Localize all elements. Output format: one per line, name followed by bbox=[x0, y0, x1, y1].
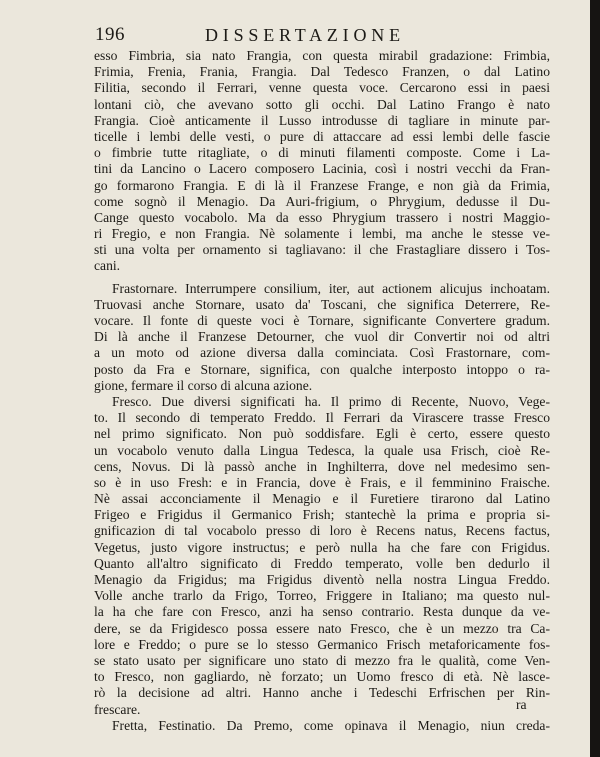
text-line: Frigeo e Frigidus il Germanico Frish; stantechè la prima e propria si- bbox=[94, 507, 550, 523]
text-line: gnificazion di tal vocabolo presso di loro è Recens natus, Recens factus, bbox=[94, 523, 550, 539]
text-line: Cange questo vocabolo. Ma da esso Phrygium trassero i nostri Maggio- bbox=[94, 209, 550, 225]
text-line: ri Fregio, e non Frangia. Nè solamente i lembi, ma anche le stesse ve- bbox=[94, 226, 550, 242]
text-line: cani. bbox=[94, 258, 121, 274]
text-line: Vegetus, justo vigore instructus; e però nulla ha che fare con Frigidus. bbox=[94, 539, 550, 555]
body-text bbox=[94, 48, 550, 734]
text-line: ticelle i lembi delle vesti, o pure di attaccare ad essi lembi delle fascie bbox=[94, 128, 550, 144]
text-line: un vocabolo venuto dalla Lingua Tedesca, la quale usa Frisch, cioè Re- bbox=[94, 442, 550, 458]
text-line: vocare. Il fonte di queste voci è Tornare, significante Convertere gradum. bbox=[94, 313, 550, 328]
page-number: 196 bbox=[95, 24, 125, 45]
text-line: so è in uso Fresh: e in Francia, dove è Frais, e il femminino Fraische. bbox=[94, 474, 550, 490]
text-line: esso Fimbria, sia nato Frangia, con questa mirabil gradazione: Frimbia, bbox=[94, 48, 550, 63]
text-line: nel primo significato. Non può soddisfare. Egli è certo, essere questo bbox=[94, 426, 550, 442]
text-line: to Fresco, non gagliardo, nè forzato; un Uomo fresco di età. Nè lasce- bbox=[94, 669, 550, 685]
text-line: come sognò il Menagio. Da Auri-frigium, o Phrygium, dedusse il Du- bbox=[94, 193, 550, 209]
text-line: sti una volta per ornamento si tagliavano: il che Frastagliare dissero i Tos- bbox=[94, 242, 550, 258]
text-line: Filitia, secondo il Ferrari, venne questa voce. Cercarono essi in paesi bbox=[94, 80, 550, 96]
text-line: cens, Novus. Di là passò anche in Inghilterra, dove nel medesimo sen- bbox=[94, 458, 550, 474]
text-line: o fimbrie tutte ritagliate, o di minuti filamenti composte. Come i La- bbox=[94, 145, 550, 161]
text-line: frescare. bbox=[94, 701, 141, 717]
text-line: lore e Freddo; o pure se lo stesso Germanico Frisch metaforicamente fos- bbox=[94, 636, 550, 652]
page-header bbox=[95, 24, 545, 50]
text-line: Frangia. Cioè anticamente il Lusso introdusse di tagliare in minute par- bbox=[94, 112, 550, 128]
text-line: tini da Lancino o Lacero composero Lacinia, così i nostri vecchi da Fran- bbox=[94, 161, 550, 177]
text-line: rò la decisione ad altri. Hanno anche i Tedeschi Erfrischen per Rin- bbox=[94, 685, 550, 701]
binding-gutter bbox=[590, 0, 600, 757]
text-line: Nè assai acconciamente il Menagio e il Furetiere tirarono dal Latino bbox=[94, 491, 550, 507]
text-line: la ha che fare con Fresco, anzi ha senso contrario. Resta dunque da ve- bbox=[94, 604, 550, 620]
text-line: go formarono Frangia. E di là il Franzese Frange, e non già da Frimia, bbox=[94, 177, 550, 193]
text-line: to. Il secondo di temperato Freddo. Il Ferrari da Virascere trasse Fresco bbox=[94, 410, 550, 426]
text-line: Frimia, Frenia, Frania, Frangia. Dal Tedesco Franzen, o dal Latino bbox=[94, 64, 550, 80]
entry-heading-line: Frastornare. Interrumpere consilium, iter, aut actionem alicujus inchoatam. bbox=[112, 280, 550, 296]
entry-heading-line: Fretta, Festinatio. Da Premo, come opinava il Menagio, niun creda- bbox=[112, 717, 550, 733]
catchword: ra bbox=[516, 697, 527, 712]
text-line: Menagio da Frigidus; ma Frigidus diventò nella nostra Lingua Freddo. bbox=[94, 572, 550, 587]
text-line: dere, se da Frigidesco possa essere nato Fresco, che è un mezzo tra Ca- bbox=[94, 620, 550, 636]
text-line: gione, fermare il corso di alcuna azione. bbox=[94, 377, 313, 393]
text-line: Di là anche il Franzese Detourner, che vuol dir Convertir noi od altri bbox=[94, 329, 550, 345]
running-head: DISSERTAZIONE bbox=[205, 25, 405, 45]
text-line: lontani ciò, che avevano sotto gli occhi. Dal Latino Frango è nato bbox=[94, 96, 550, 112]
text-line: posto da Fra e Stornare, significa, con qualche interposto intoppo o ra- bbox=[94, 361, 550, 377]
text-line: Quanto all'altro significato di Freddo temperato, volle ben dedurlo il bbox=[94, 555, 550, 571]
entry-heading-line: Fresco. Due diversi significati ha. Il primo di Recente, Nuovo, Vege- bbox=[112, 393, 550, 409]
text-line: a un moto od azione diversa dalla cominciata. Così Frastornare, com- bbox=[94, 345, 550, 361]
text-line: se stato usato per significare uno stato di mezzo fra le qualità, come Ven- bbox=[94, 652, 550, 668]
text-line: Truovasi anche Stornare, usato da' Toscani, che significa Deterrere, Re- bbox=[94, 296, 550, 312]
text-line: Volle anche trarlo da Frigo, Torreo, Friggere in Italiano; ma questo nul- bbox=[94, 588, 550, 604]
